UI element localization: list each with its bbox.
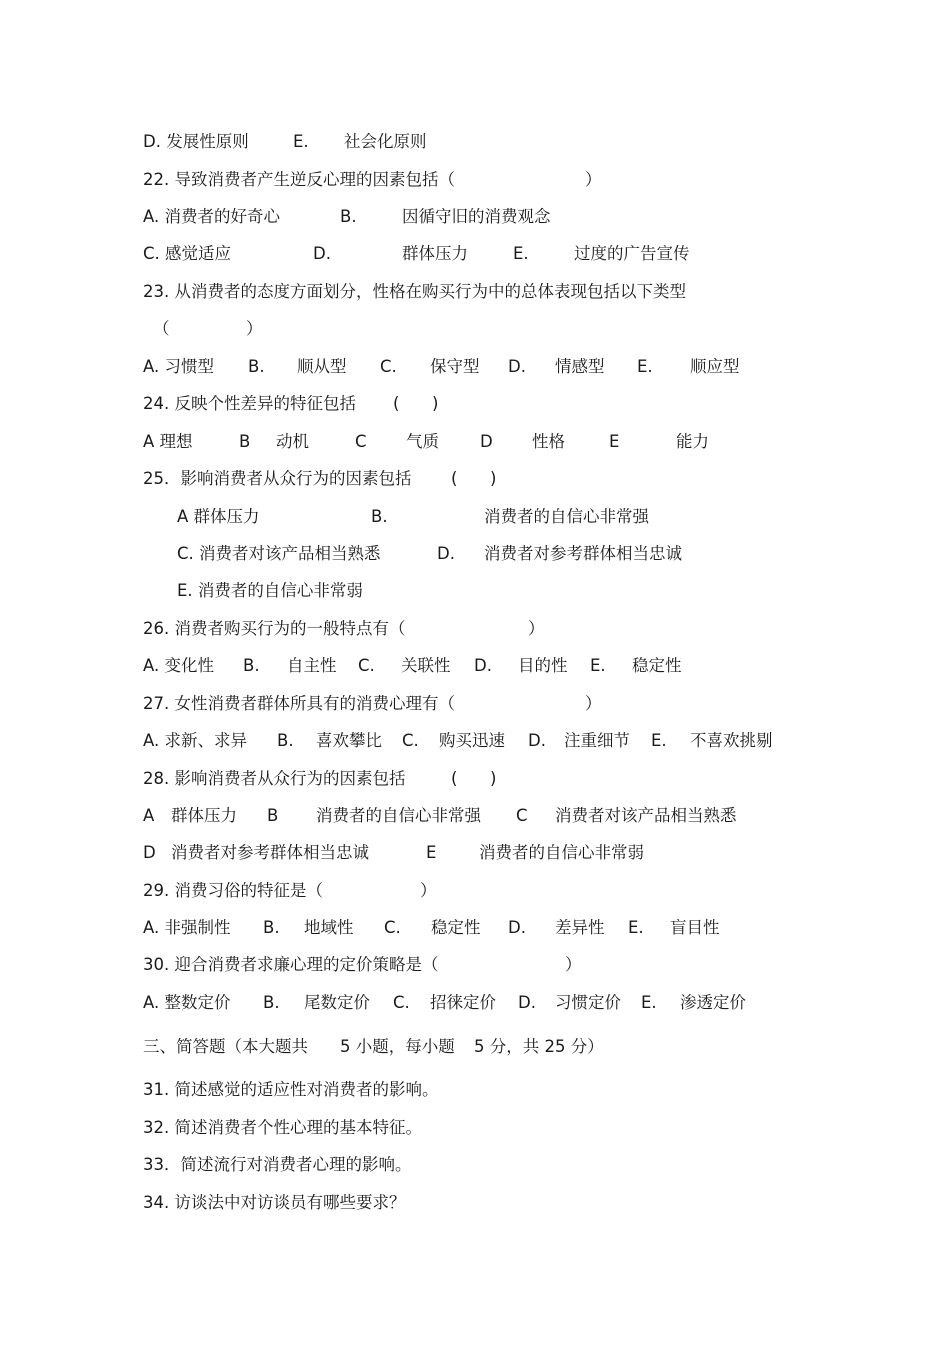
text-segment: E.: [628, 918, 644, 937]
text-segment: A. 变化性: [143, 656, 214, 675]
text-segment: 过度的广告宣传: [574, 244, 690, 263]
text-segment: 能力: [676, 432, 709, 451]
text-segment: 23. 从消费者的态度方面划分，性格在购买行为中的总体表现包括以下类型: [143, 282, 686, 301]
text-segment: A. 非强制性: [143, 918, 231, 937]
text-segment: B: [267, 806, 279, 825]
text-segment: 关联性: [401, 656, 451, 675]
text-segment: E.: [637, 357, 653, 376]
text-segment: 稳定性: [431, 918, 481, 937]
text-segment: A. 求新、求异: [143, 731, 247, 750]
text-segment: B.: [248, 357, 265, 376]
text-segment: C.: [393, 993, 410, 1012]
text-segment: B.: [340, 207, 357, 226]
text-segment: A. 消费者的好奇心: [143, 207, 280, 226]
text-segment: C.: [380, 357, 397, 376]
text-segment: 5 分，共 25 分）: [474, 1037, 604, 1056]
text-segment: 群体压力: [171, 806, 237, 825]
text-segment: D.: [518, 993, 536, 1012]
text-segment: 25．影响消费者从众行为的因素包括: [143, 469, 412, 488]
text-segment: 三、简答题（本大题共: [143, 1037, 308, 1056]
text-segment: (: [393, 394, 400, 413]
text-segment: ）: [585, 694, 602, 713]
text-segment: 习惯定价: [555, 993, 621, 1012]
text-segment: E.: [293, 132, 309, 151]
text-segment: 32. 简述消费者个性心理的基本特征。: [143, 1118, 422, 1137]
text-segment: 30. 迎合消费者求廉心理的定价策略是（: [143, 955, 439, 974]
text-segment: ）: [565, 955, 582, 974]
text-segment: 24. 反映个性差异的特征包括: [143, 394, 356, 413]
text-segment: D. 发展性原则: [143, 132, 249, 151]
text-segment: 不喜欢挑剔: [690, 731, 773, 750]
text-segment: （: [153, 319, 170, 338]
text-segment: 渗透定价: [680, 993, 746, 1012]
text-segment: 尾数定价: [304, 993, 370, 1012]
text-segment: D.: [474, 656, 492, 675]
text-segment: E: [609, 432, 620, 451]
text-segment: D.: [528, 731, 546, 750]
text-segment: C. 感觉适应: [143, 244, 232, 263]
text-segment: (: [451, 769, 458, 788]
text-segment: D.: [437, 544, 455, 563]
text-segment: B.: [277, 731, 294, 750]
text-segment: 群体压力: [402, 244, 468, 263]
text-segment: A 群体压力: [177, 507, 260, 526]
text-segment: 自主性: [287, 656, 337, 675]
text-segment: A. 习惯型: [143, 357, 214, 376]
text-segment: 盲目性: [670, 918, 720, 937]
text-segment: 地域性: [304, 918, 354, 937]
text-segment: B.: [371, 507, 388, 526]
text-segment: A 理想: [143, 432, 193, 451]
text-segment: 购买迅速: [439, 731, 505, 750]
text-segment: 稳定性: [632, 656, 682, 675]
text-segment: ）: [246, 319, 263, 338]
text-segment: B.: [263, 993, 280, 1012]
text-segment: 28. 影响消费者从众行为的因素包括: [143, 769, 406, 788]
text-segment: D.: [508, 918, 526, 937]
text-segment: 33．简述流行对消费者心理的影响。: [143, 1155, 412, 1174]
text-segment: E: [426, 843, 437, 862]
text-segment: D.: [508, 357, 526, 376]
text-segment: 目的性: [518, 656, 568, 675]
text-segment: A: [143, 806, 155, 825]
text-segment: 26. 消费者购买行为的一般特点有（: [143, 619, 406, 638]
text-segment: 顺从型: [297, 357, 347, 376]
text-segment: D: [480, 432, 493, 451]
text-segment: ): [490, 469, 497, 488]
text-segment: 气质: [406, 432, 439, 451]
text-segment: E.: [590, 656, 606, 675]
text-segment: 保守型: [430, 357, 480, 376]
text-segment: 消费者对参考群体相当忠诚: [171, 843, 369, 862]
text-segment: ）: [528, 619, 545, 638]
text-segment: 因循守旧的消费观念: [402, 207, 551, 226]
text-segment: C.: [384, 918, 401, 937]
text-segment: 喜欢攀比: [316, 731, 382, 750]
text-segment: E.: [513, 244, 529, 263]
text-segment: B.: [243, 656, 260, 675]
text-segment: 29. 消费习俗的特征是（: [143, 881, 323, 900]
text-segment: 动机: [276, 432, 309, 451]
text-segment: 34. 访谈法中对访谈员有哪些要求？: [143, 1193, 406, 1212]
text-segment: ): [432, 394, 439, 413]
text-segment: A. 整数定价: [143, 993, 231, 1012]
text-segment: D.: [313, 244, 331, 263]
text-segment: 消费者对该产品相当熟悉: [555, 806, 737, 825]
text-segment: 消费者的自信心非常弱: [479, 843, 644, 862]
text-segment: E. 消费者的自信心非常弱: [177, 581, 363, 600]
text-segment: ): [490, 769, 497, 788]
text-segment: 社会化原则: [344, 132, 427, 151]
text-segment: B: [239, 432, 251, 451]
text-segment: 31. 简述感觉的适应性对消费者的影响。: [143, 1080, 439, 1099]
text-segment: C: [355, 432, 367, 451]
text-segment: 27. 女性消费者群体所具有的消费心理有（: [143, 694, 455, 713]
text-segment: 注重细节: [564, 731, 630, 750]
text-segment: D: [143, 843, 156, 862]
text-segment: 消费者的自信心非常强: [316, 806, 481, 825]
text-segment: ）: [585, 170, 602, 189]
text-segment: B.: [263, 918, 280, 937]
text-segment: C.: [358, 656, 375, 675]
text-segment: 情感型: [555, 357, 605, 376]
text-segment: (: [451, 469, 458, 488]
text-segment: 消费者的自信心非常强: [484, 507, 649, 526]
text-segment: ）: [420, 881, 437, 900]
text-segment: 性格: [532, 432, 565, 451]
text-segment: C.: [402, 731, 419, 750]
text-segment: 22. 导致消费者产生逆反心理的因素包括（: [143, 170, 455, 189]
text-segment: 差异性: [555, 918, 605, 937]
text-segment: E.: [651, 731, 667, 750]
text-segment: C: [516, 806, 528, 825]
text-segment: 顺应型: [690, 357, 740, 376]
text-segment: C. 消费者对该产品相当熟悉: [177, 544, 381, 563]
text-segment: E.: [641, 993, 657, 1012]
text-segment: 招徕定价: [430, 993, 496, 1012]
text-segment: 消费者对参考群体相当忠诚: [484, 544, 682, 563]
text-segment: 5 小题，每小题: [340, 1037, 455, 1056]
